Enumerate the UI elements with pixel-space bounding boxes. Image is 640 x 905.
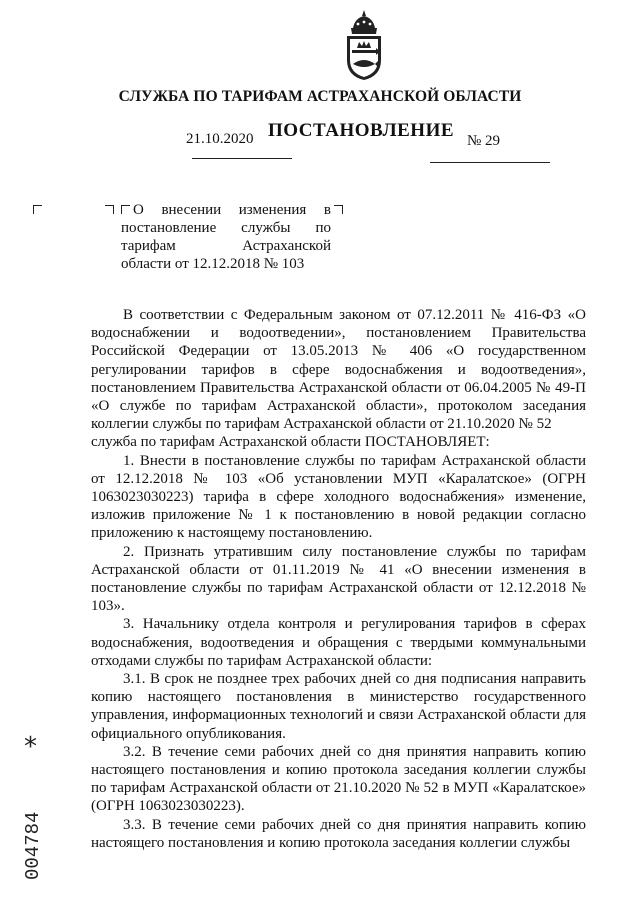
stamp-star: * (24, 732, 37, 762)
coat-of-arms-icon (341, 8, 387, 82)
document-subject (121, 201, 331, 273)
stamp-number: 004784 (22, 811, 44, 880)
body-paragraph: В соответствии с Федеральным законом от 07.12.2011 № 416-ФЗ «О водоснабжении и водоотведении», постановлением Правительства Российской Федерации от 13.05.2013 № 406 «О государственном регулировании тарифов в сфере водоснабжения и водоотведения», постановлением Правительства Астраханской области от 06.04.2005 № 49-П «О службе по тарифам Астраханской области», протоколом заседания коллегии службы по тарифам Астраханской области от 21.10.2020 № 52 (91, 307, 586, 433)
organization-title: СЛУЖБА ПО ТАРИФАМ АСТРАХАНСКОЙ ОБЛАСТИ (118, 88, 522, 105)
subject-line: тарифам Астраханской (121, 238, 331, 254)
registration-stamp (22, 732, 50, 880)
body-paragraph: 3.1. В срок не позднее трех рабочих дней со дня подписания направить копию настоящего постановления в министерство государственного управления, информационных технологий и связи Астраханской области для официального опубликования. (91, 671, 586, 742)
body-paragraph: 1. Внести в постановление службы по тарифам Астраханской области от 12.12.2018 № 103 «Об установлении МУП «Каралатское» (ОГРН 1063023030223) тарифа в сфере холодного водоснабжения» изменение, изложив приложение № 1 к постановлению в новой редакции согласно приложению к настоящему постановлению. (91, 452, 586, 542)
body-paragraph: 2. Признать утратившим силу постановление службы по тарифам Астраханской области от 01.11.2019 № 41 «О внесении изменения в постановление службы по тарифам Астраханской области от 12.12.2018 № 103». (91, 543, 586, 615)
body-paragraph: служба по тарифам Астраханской области ПОСТАНОВЛЯЕТ: (91, 434, 490, 451)
body-paragraph: 3.3. В течение семи рабочих дней со дня принятия направить копию настоящего постановления и копию протокола заседания коллегии службы (91, 816, 586, 851)
subject-line: О внесении изменения в (133, 202, 331, 218)
number-underline (430, 162, 550, 163)
subject-line: постановление службы по (121, 220, 331, 236)
document-type: ПОСТАНОВЛЕНИЕ (268, 120, 455, 141)
document-number: № 29 (467, 133, 501, 149)
body-paragraph: 3.2. В течение семи рабочих дней со дня принятия направить копию настоящего постановления и копию протокола заседания коллегии службы по тарифам Астраханской области от 21.10.2020 № 52 в МУП «Каралатское» (ОГРН 1063023030223). (91, 743, 586, 815)
document-date: 21.10.2020 (186, 131, 254, 147)
corner-bracket-right (334, 205, 343, 214)
document-body (91, 306, 586, 852)
date-underline (192, 158, 292, 159)
corner-bracket-left (33, 205, 42, 214)
body-paragraph: 3. Начальнику отдела контроля и регулирования тарифов в сферах водоснабжения, водоотведения и обращения с твердыми коммунальными отходами службы по тарифам Астраханской области: (91, 616, 586, 669)
corner-bracket-mid-right (105, 205, 114, 214)
subject-line: области от 12.12.2018 № 103 (121, 256, 305, 272)
